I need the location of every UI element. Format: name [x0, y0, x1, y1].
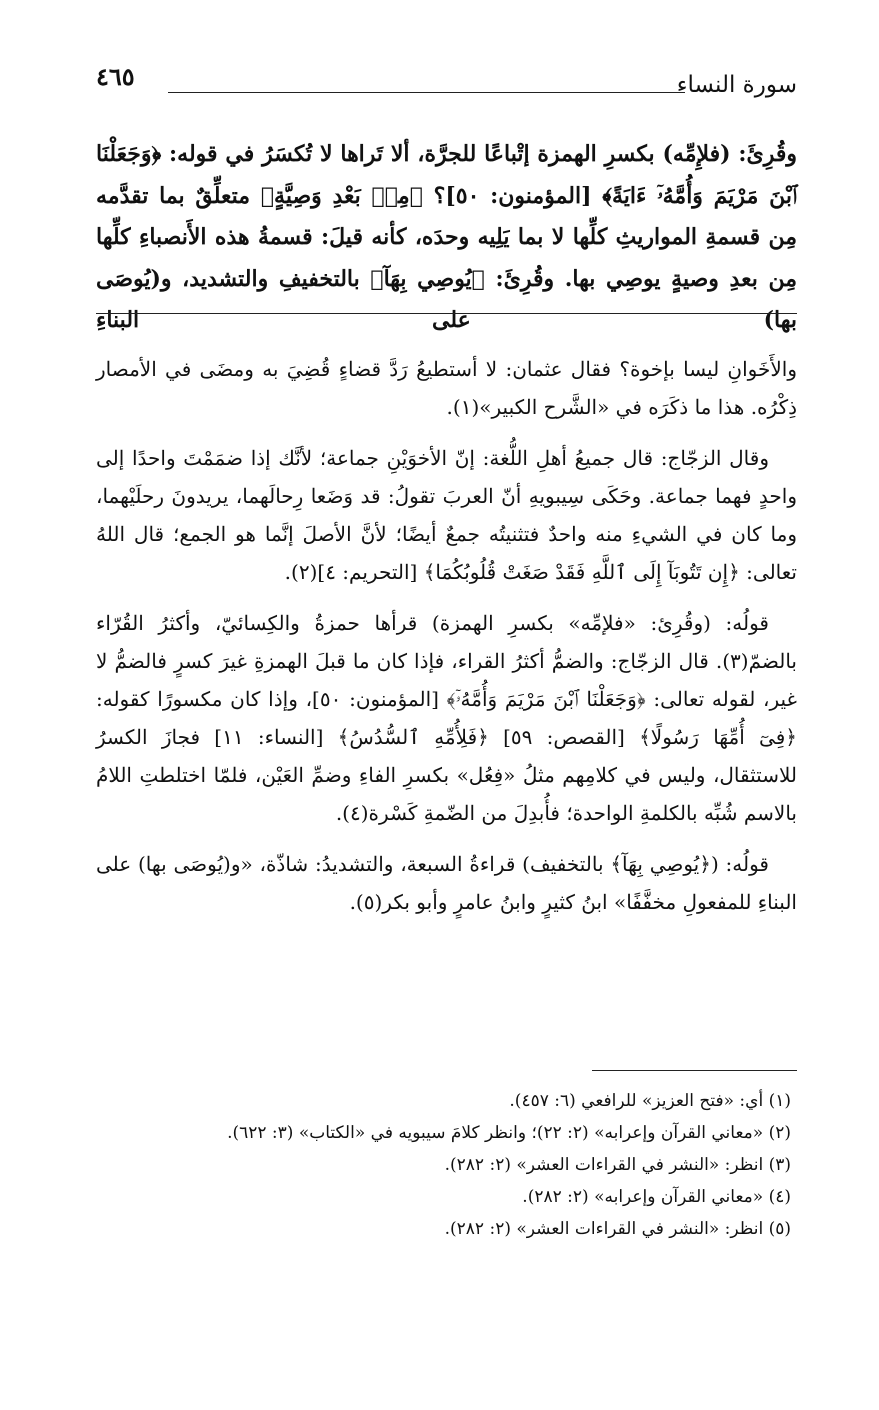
matn-text [96, 134, 797, 342]
page-number: ٤٦٥ [96, 62, 135, 91]
matn-separator-rule [96, 313, 797, 314]
footnote-separator-rule [592, 1070, 797, 1071]
matn-paragraph: وقُرِئَ: (فلإِمِّه) بكسرِ الهمزة إتْباعًا للجرَّة، ألا تَراها لا تُكسَرُ في قوله: ﴿وَجَعَلْنَا ٱبْنَ مَرْيَمَ وَأُمَّهُۥٓ ءَايَةً﴾ [المؤمنون: ٥٠]؟ ﴿مِنۢ بَعْدِ وَصِيَّةٍ﴾ متعلِّقٌ بما تقدَّمه مِن قسمةِ المواريثِ كلِّها لا بما يَلِيه وحدَه، كأنه قيلَ: قسمةُ هذه الأَنصباءِ كلِّها مِن بعدِ وصيةٍ يوصِي بها. وقُرِئَ: ﴿يُوصِي بِهَآ﴾ بالتخفيفِ والتشديد، و(يُوصَى بها) على البناءِ [96, 141, 798, 334]
commentary-text [96, 350, 797, 934]
commentary-paragraph: قولُه: (﴿يُوصِي بِهَآ﴾ بالتخفيف) قراءةُ السبعة، والتشديدُ: شاذّة، «و(يُوصَى بها) على البناءِ للمفعولِ مخفَّفًا» ابنُ كثيرٍ وابنُ عامرٍ وأبو بكر(٥). [96, 852, 797, 914]
running-header [96, 62, 797, 108]
footnote-1: (١) أي: «فتح العزيز» للرافعي (٦: ٤٥٧). [509, 1091, 791, 1111]
footnote-2: (٢) «معاني القرآن وإعرابه» (٢: ٢٢)؛ وانظر كلامَ سيبويه في «الكتاب» (٣: ٦٢٢). [227, 1123, 791, 1143]
footnote-5: (٥) انظر: «النشر في القراءات العشر» (٢: ٢٨٢). [444, 1219, 791, 1239]
header-rule [168, 92, 685, 93]
surah-title: سورة النساء [676, 72, 797, 98]
commentary-paragraph: قولُه: (وقُرِئ: «فلإمِّه» بكسرِ الهمزة) قرأها حمزةُ والكِسائيّ، وأكثرُ القُرّاء بالضمّ(٣). قال الزجّاج: والضمُّ أكثرُ القراء، فإذا كان ما قبلَ الهمزةِ غيرَ كسرٍ فالضمُّ لا غير، لقوله تعالى: ﴿وَجَعَلْنَا ٱبْنَ مَرْيَمَ وَأُمَّهُۥٓ﴾ [المؤمنون: ٥٠]، وإذا كان مكسورًا كقوله: ﴿فِىٓ أُمِّهَا رَسُولًا﴾ [القصص: ٥٩] ﴿فَلِأُمِّهِ ٱلسُّدُسُ﴾ [النساء: ١١] فجازَ الكسرُ للاستثقال، وليس في كلامِهم مثلُ «فِعُل» بكسرِ الفاءِ وضمِّ العَيْن، فلمّا اختلطتِ اللامُ بالاسم شُبِّه بالكلمةِ الواحدة؛ فأُبدِلَ من الضّمةِ كَسْرة(٤). [96, 611, 798, 825]
footnote-4: (٤) «معاني القرآن وإعرابه» (٢: ٢٨٢). [522, 1187, 791, 1207]
commentary-paragraph: وقال الزجّاج: قال جميعُ أهلِ اللُّغة: إنّ الأخوَيْنِ جماعة؛ لأنَّك إذا ضمَمْتَ واحدًا إلى واحدٍ فهما جماعة. وحَكَى سِيبويهِ أنّ العربَ تقولُ: قد وَضَعا رِحالَهما، يريدونَ رحلَيْهما، وما كان في الشيءِ منه واحدٌ فتثنيتُه جمعٌ أيضًا؛ لأنَّ الأصلَ إنَّما هو الجمع؛ قال اللهُ تعالى: ﴿إِن تَتُوبَآ إِلَى ٱللَّهِ فَقَدْ صَغَتْ قُلُوبُكُمَا﴾ [التحريم: ٤](٢). [96, 446, 797, 584]
footnote-3: (٣) انظر: «النشر في القراءات العشر» (٢: ٢٨٢). [444, 1155, 791, 1175]
footnotes [96, 1085, 797, 1245]
commentary-paragraph: والأَخَوانِ ليسا بإخوة؟ فقال عثمان: لا أستطيعُ رَدَّ قضاءٍ قُضِيَ به ومضَى في الأمصار ذِكْرُه. هذا ما ذكَرَه في «الشَّرح الكبير»(١). [96, 357, 797, 419]
